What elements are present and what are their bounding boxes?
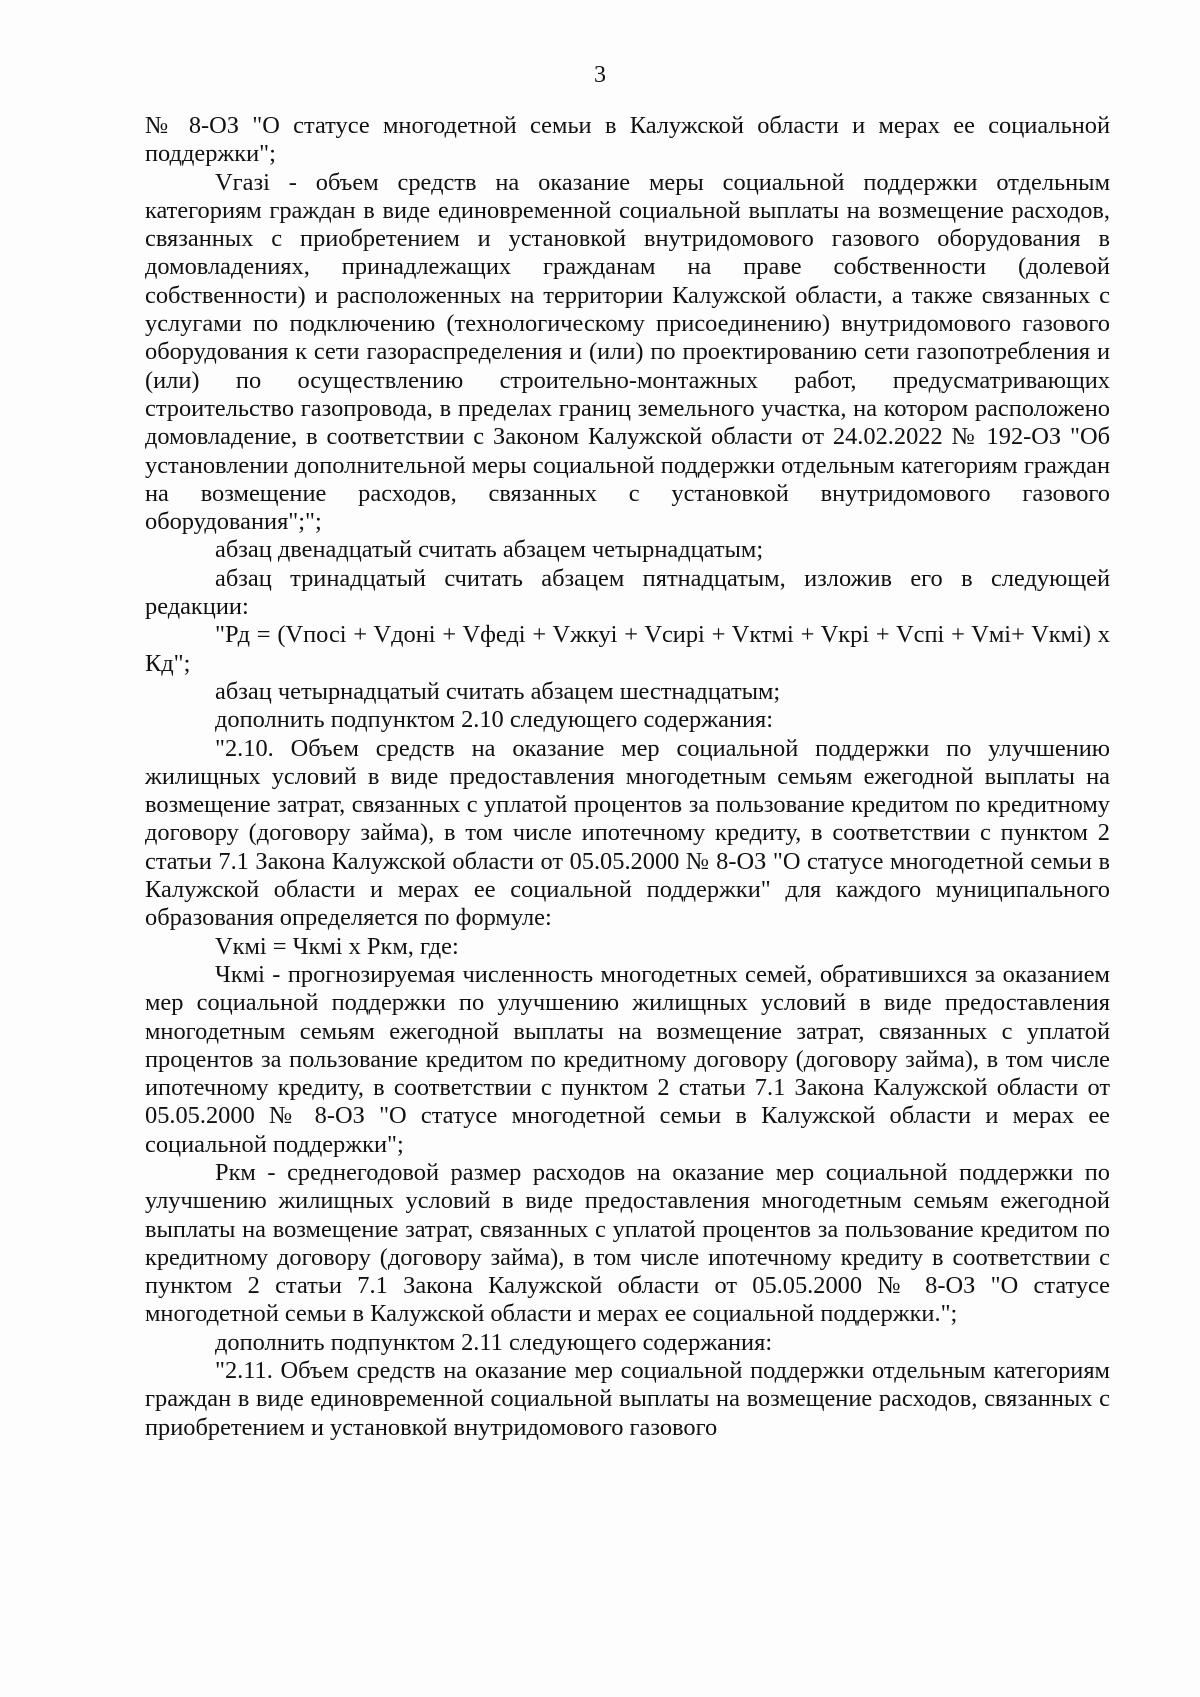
paragraph-renumber-12: абзац двенадцатый считать абзацем четырнадцатым; [215, 536, 764, 564]
paragraph-rkm-definition: Ркм - среднегодовой размер расходов на оказание мер социальной поддержки по улучшению жилищных условий в виде предоставления многодетным семьям ежегодной выплаты на возмещение затрат, связанных с уплатой процентов за пользование кредитом по кредитному договору (договору займа), в том числе ипотечному кредиту в соответствии с пунктом 2 статьи 7.1 Закона Калужской области от 05.05.2000 № 8-ОЗ "О статусе многодетной семьи в Калужской области и мерах ее социальной поддержки."; [145, 1158, 1110, 1328]
paragraph-2-11-text: "2.11. Объем средств на оказание мер социальной поддержки отдельным категориям граждан в виде единовременной социальной выплаты на возмещение расходов, связанных с приобретением и установкой внутридомового газового [145, 1357, 1110, 1441]
paragraph-chkm-definition: Чкмi - прогнозируемая численность многодетных семей, обратившихся за оказанием мер социальной поддержки по улучшению жилищных условий в виде предоставления многодетным семьям ежегодной выплаты на возмещение затрат, связанных с уплатой процентов за пользование кредитом по кредитному договору (договору займа), в том числе ипотечному кредиту, в соответствии с пунктом 2 статьи 7.1 Закона Калужской области от 05.05.2000 № 8-ОЗ "О статусе многодетной семьи в Калужской области и мерах ее социальной поддержки"; [145, 960, 1110, 1158]
page-number: 3 [594, 62, 606, 88]
paragraph-renumber-13: абзац тринадцатый считать абзацем пятнадцатым, изложив его в следующей редакции: [145, 564, 1110, 621]
paragraph-add-2-11: дополнить подпунктом 2.11 следующего содержания: [215, 1328, 773, 1356]
paragraph-renumber-14: абзац четырнадцатый считать абзацем шестнадцатым; [215, 677, 781, 705]
document-body [145, 112, 1110, 1442]
paragraph-vgaz-definition: Vгазi - объем средств на оказание меры социальной поддержки отдельным категориям граждан в виде единовременной социальной выплаты на возмещение расходов, связанных с приобретением и установкой внутридомового газового оборудования в домовладениях, принадлежащих гражданам на праве собственности (долевой собственности) и расположенных на территории Калужской области, а также связанных с услугами по подключению (технологическому присоединению) внутридомового газового оборудования к сети газораспределения и (или) по проектированию сети газопотребления и (или) по осуществлению строительно-монтажных работ, предусматривающих строительство газопровода, в пределах границ земельного участка, на котором расположено домовладение, в соответствии с Законом Калужской области от 24.02.2022 № 192-ОЗ "Об установлении дополнительной меры социальной поддержки отдельным категориям граждан на возмещение расходов, связанных с установкой внутридомового газового оборудования";"; [145, 168, 1110, 536]
paragraph-add-2-10: дополнить подпунктом 2.10 следующего содержания: [215, 706, 774, 734]
paragraph-2-10-text: "2.10. Объем средств на оказание мер социальной поддержки по улучшению жилищных условий в виде предоставления многодетным семьям ежегодной выплаты на возмещение затрат, связанных с уплатой процентов за пользование кредитом по кредитному договору (договору займа), в том числе ипотечному кредиту, в соответствии с пунктом 2 статьи 7.1 Закона Калужской области от 05.05.2000 № 8-ОЗ "О статусе многодетной семьи в Калужской области и мерах ее социальной поддержки" для каждого муниципального образования определяется по формуле: [145, 734, 1110, 932]
paragraph-continuation: № 8-ОЗ "О статусе многодетной семьи в Калужской области и мерах ее социальной поддержки"; [145, 112, 1110, 168]
paragraph-formula-vkm: Vкмi = Чкмi x Ркм, где: [215, 932, 459, 960]
paragraph-formula-rd: "Рд = (Vпосi + Vдонi + Vфедi + Vжкуi + Vсирi + Vктмi + Vкрi + Vспi + Vмi+ Vкмi) x Кд"; [145, 621, 1110, 677]
